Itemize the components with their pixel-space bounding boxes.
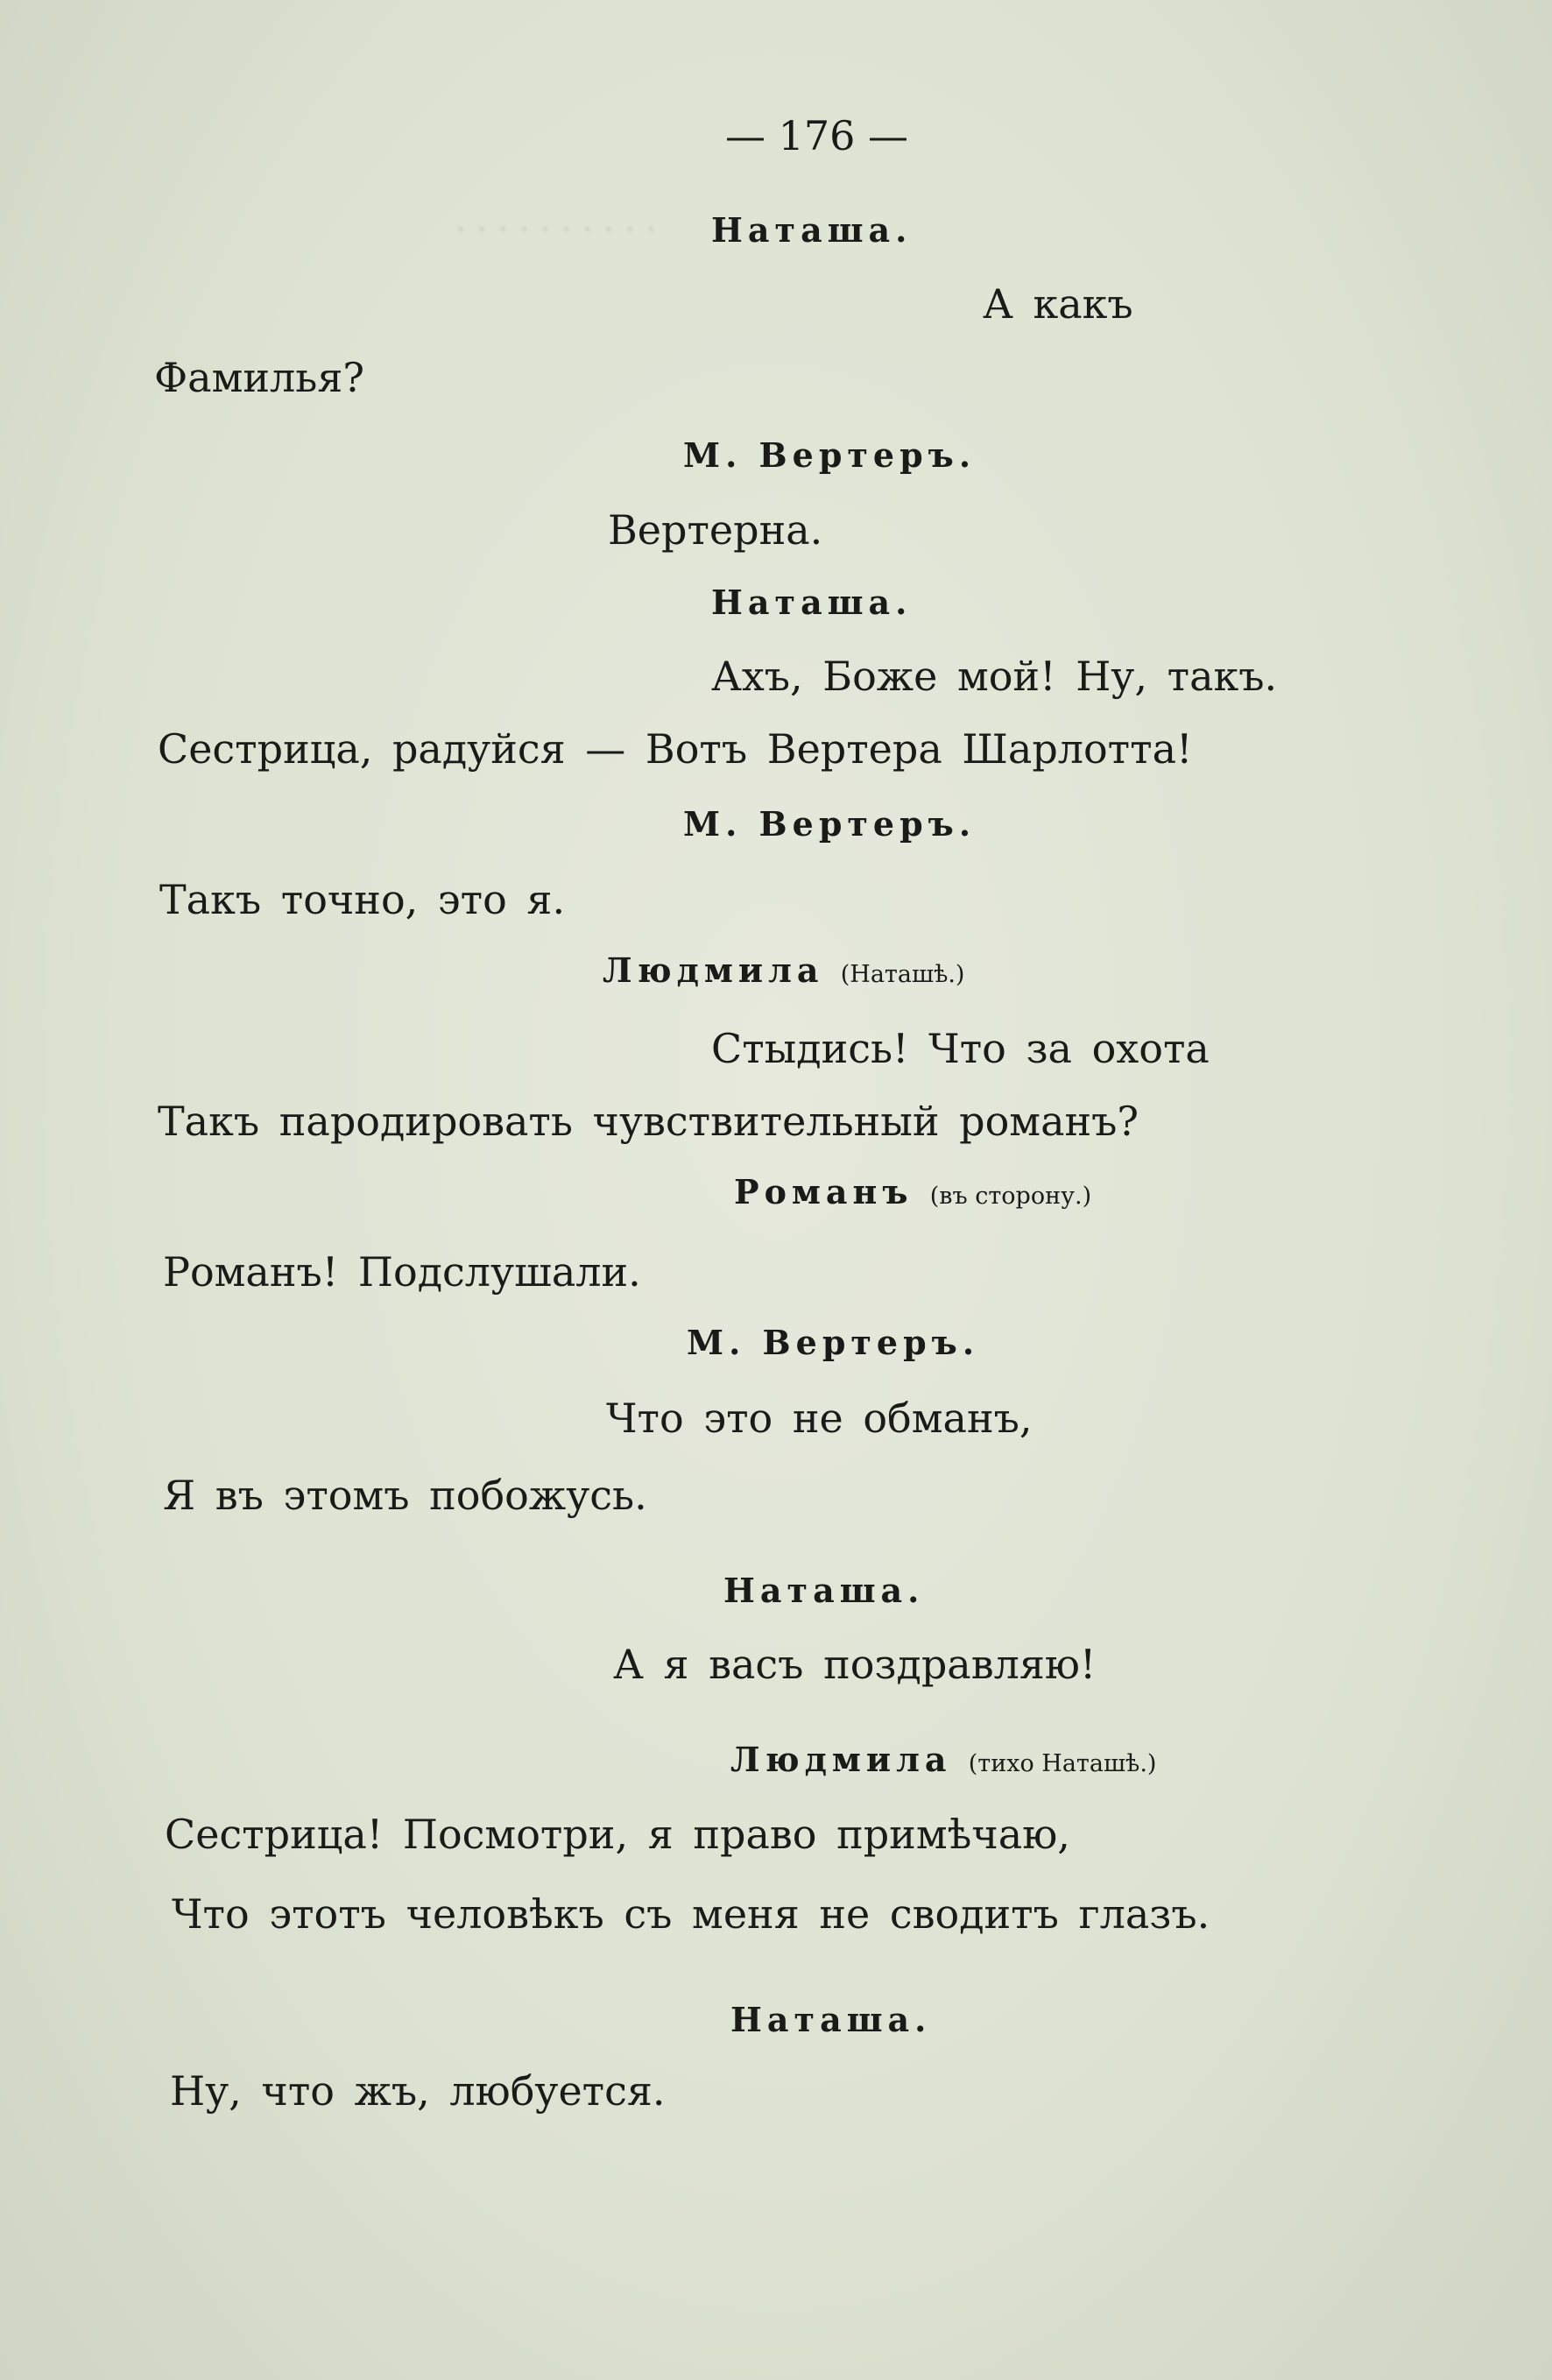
verse-line: А я васъ поздравляю! bbox=[613, 1641, 1097, 1688]
speaker-name: М. Вертеръ. bbox=[683, 435, 977, 475]
speaker-name: Наташа. bbox=[723, 1571, 925, 1610]
speaker-name: М. Вертеръ. bbox=[683, 804, 977, 844]
speaker-with-direction bbox=[730, 1740, 1156, 1779]
bleed-through: · · · · · · · · · · bbox=[455, 210, 657, 249]
verse-line: Фамилья? bbox=[154, 354, 364, 401]
verse-line: Сестрица! Посмотри, я право примѣчаю, bbox=[165, 1811, 1070, 1858]
verse-line: Такъ пародировать чувствительный романъ? bbox=[158, 1098, 1139, 1145]
speaker-name: Романъ bbox=[734, 1172, 914, 1211]
speaker-name: Людмила bbox=[603, 950, 824, 990]
verse-line: Стыдись! Что за охота bbox=[711, 1025, 1210, 1072]
verse-line: Вертерна. bbox=[608, 506, 823, 554]
verse-line: Ну, что жъ, любуется. bbox=[170, 2067, 666, 2115]
speaker-name: М. Вертеръ. bbox=[687, 1323, 980, 1362]
speaker-name: Наташа. bbox=[711, 210, 913, 250]
verse-line: Такъ точно, это я. bbox=[159, 876, 566, 923]
verse-line: Я въ этомъ побожусь. bbox=[163, 1472, 647, 1519]
verse-line: А какъ bbox=[983, 280, 1133, 328]
verse-line: Что этотъ человѣкъ съ меня не сводитъ глазъ. bbox=[172, 1890, 1210, 1938]
speaker-with-direction bbox=[603, 950, 964, 990]
stage-direction: (Наташѣ.) bbox=[840, 961, 965, 988]
verse-line: Ахъ, Боже мой! Ну, такъ. bbox=[711, 653, 1278, 700]
speaker-name: Наташа. bbox=[711, 583, 913, 622]
page-number: — 176 — bbox=[725, 112, 909, 159]
speaker-name: Наташа. bbox=[730, 2000, 932, 2039]
speaker-name: Людмила bbox=[730, 1740, 952, 1779]
verse-line: Сестрица, радуйся — Вотъ Вертера Шарлотта! bbox=[158, 725, 1193, 773]
speaker-with-direction bbox=[734, 1172, 1091, 1211]
stage-direction: (тихо Наташѣ.) bbox=[968, 1750, 1157, 1777]
verse-line: Романъ! Подслушали. bbox=[163, 1248, 641, 1296]
verse-line: Что это не обманъ, bbox=[606, 1395, 1033, 1442]
stage-direction: (въ сторону.) bbox=[929, 1183, 1092, 1210]
